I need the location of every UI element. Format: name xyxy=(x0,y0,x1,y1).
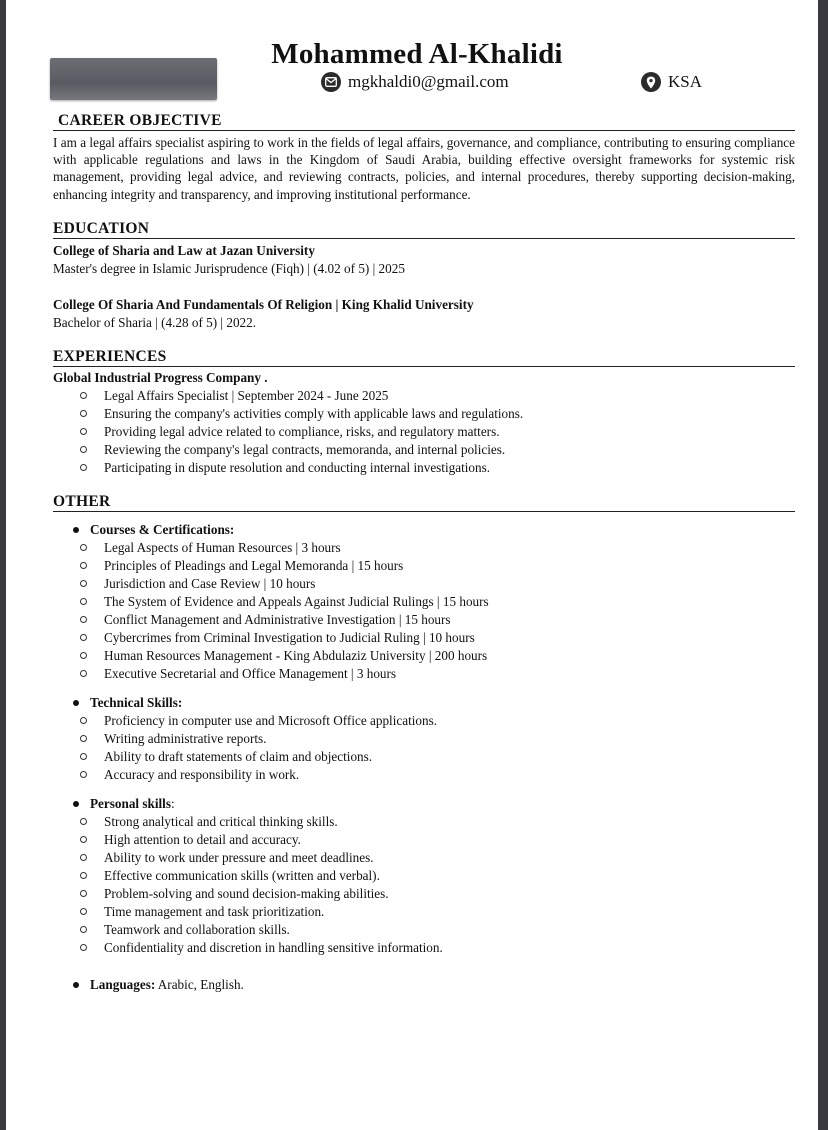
circle-bullet-icon xyxy=(80,771,87,778)
list-item: High attention to detail and accuracy. xyxy=(53,831,795,849)
bullet-dot-icon xyxy=(73,700,79,706)
circle-bullet-icon xyxy=(80,944,87,951)
courses-heading: Courses & Certifications: xyxy=(53,521,795,539)
circle-bullet-icon xyxy=(80,580,87,587)
list-item: Participating in dispute resolution and conducting internal investigations. xyxy=(53,459,795,477)
resume-page xyxy=(6,0,818,1130)
circle-bullet-icon xyxy=(80,890,87,897)
contact-location xyxy=(641,72,702,92)
envelope-icon xyxy=(321,72,341,92)
list-item: Ensuring the company's activities comply with applicable laws and regulations. xyxy=(53,405,795,423)
experience-company: Global Industrial Progress Company . xyxy=(53,369,268,385)
section-title-career: CAREER OBJECTIVE xyxy=(53,112,795,131)
list-item: Jurisdiction and Case Review | 10 hours xyxy=(53,575,795,593)
personal-skills-heading: Personal skills: xyxy=(53,795,795,813)
list-item: Conflict Management and Administrative Investigation | 15 hours xyxy=(53,611,795,629)
list-item: Providing legal advice related to compliance, risks, and regulatory matters. xyxy=(53,423,795,441)
circle-bullet-icon xyxy=(80,562,87,569)
map-pin-icon xyxy=(641,72,661,92)
list-item: Teamwork and collaboration skills. xyxy=(53,921,795,939)
circle-bullet-icon xyxy=(80,428,87,435)
bullet-dot-icon xyxy=(73,801,79,807)
bullet-dot-icon xyxy=(73,982,79,988)
circle-bullet-icon xyxy=(80,854,87,861)
circle-bullet-icon xyxy=(80,872,87,879)
list-item: Effective communication skills (written and verbal). xyxy=(53,867,795,885)
circle-bullet-icon xyxy=(80,616,87,623)
circle-bullet-icon xyxy=(80,464,87,471)
education-detail: Master's degree in Islamic Jurisprudence (Fiqh) | (4.02 of 5) | 2025 xyxy=(53,260,405,276)
circle-bullet-icon xyxy=(80,926,87,933)
technical-skills-list xyxy=(53,712,795,784)
list-item: Ability to work under pressure and meet deadlines. xyxy=(53,849,795,867)
circle-bullet-icon xyxy=(80,753,87,760)
list-item: Problem-solving and sound decision-making abilities. xyxy=(53,885,795,903)
circle-bullet-icon xyxy=(80,410,87,417)
circle-bullet-icon xyxy=(80,717,87,724)
circle-bullet-icon xyxy=(80,544,87,551)
list-item: Legal Aspects of Human Resources | 3 hours xyxy=(53,539,795,557)
circle-bullet-icon xyxy=(80,908,87,915)
list-item: Legal Affairs Specialist | September 2024 - June 2025 xyxy=(53,387,795,405)
list-item: Executive Secretarial and Office Management | 3 hours xyxy=(53,665,795,683)
circle-bullet-icon xyxy=(80,392,87,399)
list-item: Ability to draft statements of claim and objections. xyxy=(53,748,795,766)
list-item: Proficiency in computer use and Microsoft Office applications. xyxy=(53,712,795,730)
email-text: mgkhaldi0@gmail.com xyxy=(348,72,509,91)
list-item: Reviewing the company's legal contracts, memoranda, and internal policies. xyxy=(53,441,795,459)
circle-bullet-icon xyxy=(80,735,87,742)
circle-bullet-icon xyxy=(80,634,87,641)
personal-skills-list xyxy=(53,813,795,957)
list-item: Writing administrative reports. xyxy=(53,730,795,748)
circle-bullet-icon xyxy=(80,818,87,825)
section-title-education: EDUCATION xyxy=(53,220,795,239)
list-item: Accuracy and responsibility in work. xyxy=(53,766,795,784)
education-school: College Of Sharia And Fundamentals Of Religion | King Khalid University xyxy=(53,296,474,312)
circle-bullet-icon xyxy=(80,836,87,843)
languages-line: Languages: Arabic, English. xyxy=(53,976,795,994)
circle-bullet-icon xyxy=(80,598,87,605)
contact-email xyxy=(321,72,509,92)
section-title-other: OTHER xyxy=(53,493,795,512)
career-objective-text: I am a legal affairs specialist aspiring to work in the fields of legal affairs, governance, and compliance, contributing to ensuring compliance with applicable regulations and laws in the Kingdom of Saudi Arabia, building effective oversight frameworks for systemic risk management, providing legal advice, and reviewing contracts, policies, and internal procedures, thereby supporting decision-making, enhancing integrity and transparency, and improving institutional performance. xyxy=(53,135,795,202)
circle-bullet-icon xyxy=(80,652,87,659)
experience-list xyxy=(53,387,795,477)
bullet-dot-icon xyxy=(73,527,79,533)
section-title-experiences: EXPERIENCES xyxy=(53,348,795,367)
list-item: Strong analytical and critical thinking skills. xyxy=(53,813,795,831)
education-school: College of Sharia and Law at Jazan University xyxy=(53,242,315,258)
list-item: Confidentiality and discretion in handling sensitive information. xyxy=(53,939,795,957)
list-item: The System of Evidence and Appeals Against Judicial Rulings | 15 hours xyxy=(53,593,795,611)
list-item: Time management and task prioritization. xyxy=(53,903,795,921)
location-text: KSA xyxy=(668,72,703,91)
list-item: Cybercrimes from Criminal Investigation to Judicial Ruling | 10 hours xyxy=(53,629,795,647)
list-item: Principles of Pleadings and Legal Memoranda | 15 hours xyxy=(53,557,795,575)
circle-bullet-icon xyxy=(80,446,87,453)
list-item: Human Resources Management - King Abdulaziz University | 200 hours xyxy=(53,647,795,665)
education-detail: Bachelor of Sharia | (4.28 of 5) | 2022. xyxy=(53,314,257,330)
candidate-name: Mohammed Al-Khalidi xyxy=(271,38,563,70)
resume-content xyxy=(53,112,795,994)
circle-bullet-icon xyxy=(80,670,87,677)
courses-list xyxy=(53,539,795,683)
technical-skills-heading: Technical Skills: xyxy=(53,694,795,712)
